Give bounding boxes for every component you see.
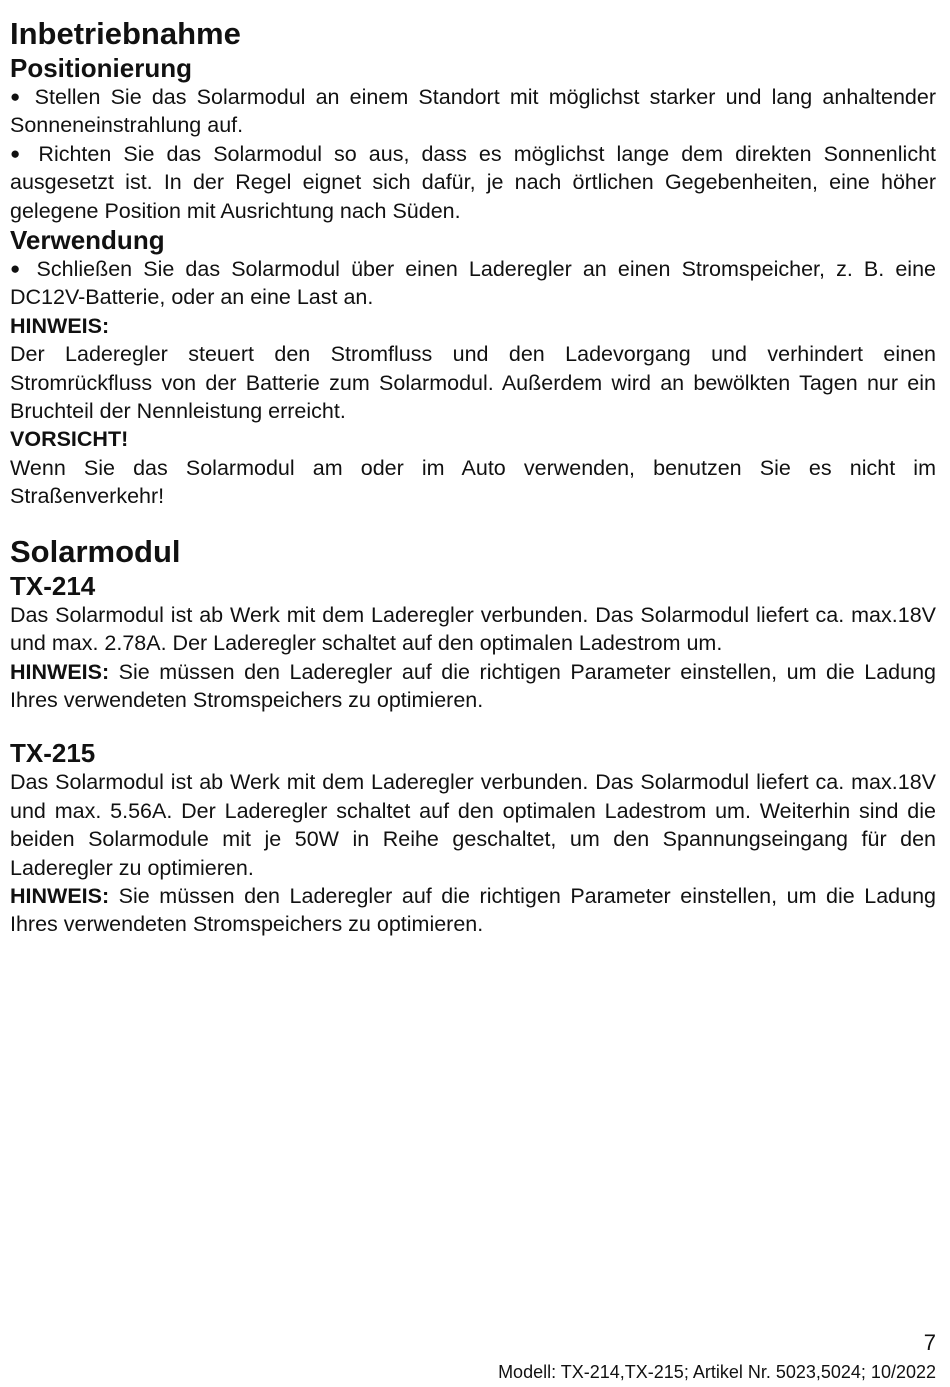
heading-tx-214: TX-214 bbox=[10, 570, 96, 601]
tx-214-description: Das Solarmodul ist ab Werk mit dem Laderegler verbunden. Das Solarmodul liefert ca. max.18V und max. 2.78A. Der Laderegler schaltet auf den optimalen Ladestrom um. bbox=[10, 602, 936, 656]
note-label: HINWEIS: bbox=[10, 883, 110, 908]
note-label: HINWEIS: bbox=[10, 659, 110, 684]
bullet-dot-icon: ● bbox=[10, 143, 27, 163]
tx-215-description: Das Solarmodul ist ab Werk mit dem Laderegler verbunden. Das Solarmodul liefert ca. max.18V und max. 5.56A. Der Laderegler schaltet auf den optimalen Ladestrom um. Weiterhin sind die beiden Solarmodule mit je 50W in Reihe geschaltet, um den Spannungseingang für den Laderegler zu optimieren. bbox=[10, 770, 936, 880]
section-title-inbetriebnahme: Inbetriebnahme bbox=[10, 16, 241, 51]
heading-tx-215: TX-215 bbox=[10, 738, 96, 769]
caution-text: Wenn Sie das Solarmodul am oder im Auto verwenden, benutzen Sie es nicht im Straßenverkehr! bbox=[10, 455, 936, 509]
bullet-dot-icon: ● bbox=[10, 87, 25, 106]
bullet-item-anschluss: ● Schließen Sie das Solarmodul über einen Laderegler an einen Stromspeicher, z. B. eine DC12V-Batterie, oder an eine Last an. bbox=[10, 257, 936, 310]
tx-215-note: HINWEIS: Sie müssen den Laderegler auf die richtigen Parameter einstellen, um die Ladung Ihres verwendeten Stromspeichers zu optimieren. bbox=[10, 883, 936, 937]
footer-model-info: Modell: TX-214,TX-215; Artikel Nr. 5023,5024; 10/2022 bbox=[498, 1362, 936, 1382]
bullet-item-ausrichtung: ● Richten Sie das Solarmodul so aus, dass es möglichst lange dem direkten Sonnenlicht ausgesetzt ist. In der Regel eignet sich dafür, je nach örtlichen Gegebenheiten, eine höher gelegene Position mit Ausrichtung nach Süden. bbox=[10, 141, 936, 223]
section-title-solarmodul: Solarmodul bbox=[10, 533, 181, 569]
tx-214-note: HINWEIS: Sie müssen den Laderegler auf die richtigen Parameter einstellen, um die Ladung Ihres verwendeten Stromspeichers zu optimieren. bbox=[10, 659, 936, 712]
document-page bbox=[10, 15, 936, 939]
bullet-item-standort: ● Stellen Sie das Solarmodul an einem Standort mit möglichst starker und lang anhaltender Sonneneinstrahlung auf. bbox=[10, 85, 937, 138]
note-label: HINWEIS: bbox=[10, 313, 110, 338]
note-text: Der Laderegler steuert den Stromfluss und den Ladevorgang und verhindert einen Stromrückfluss von der Batterie zum Solarmodul. Außerdem wird an bewölkten Tagen nur ein Bruchteil der Nennleistung erreicht. bbox=[10, 342, 936, 424]
heading-verwendung: Verwendung bbox=[10, 225, 165, 256]
caution-label: VORSICHT! bbox=[10, 427, 129, 452]
heading-positionierung: Positionierung bbox=[10, 53, 192, 83]
page-number: 7 bbox=[923, 1330, 936, 1355]
bullet-dot-icon: ● bbox=[10, 259, 26, 279]
